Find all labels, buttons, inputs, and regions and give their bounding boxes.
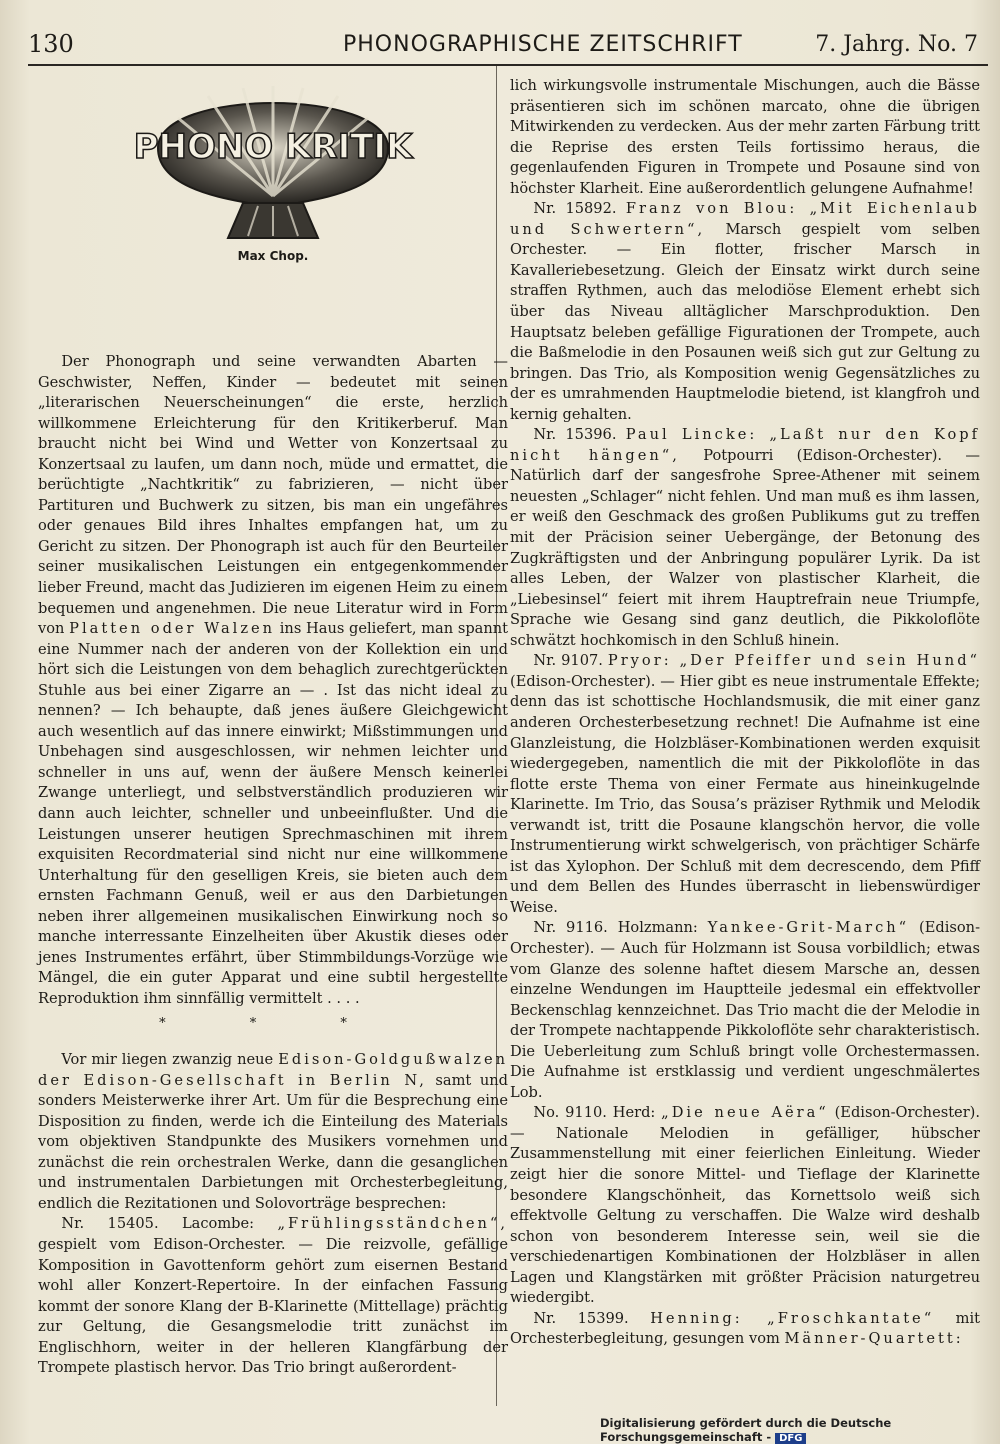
- left-column: [38, 78, 508, 1379]
- review-9116: Nr. 9116. Holzmann: Yankee-Grit-March“ (Edison-Orchester). — Auch für Holzmann ist Sousa vorbildlich; etwas vom Glanze des solenne haftet diesem Marsche an, dessen einzelne Wendungen im Hauptteile jedesmal ein effektvoller Beckenschlag kennzeichnet. Das Trio macht die der Melodie in der Trompete nachtappende Pikkoloflöte sehr charakteristisch. Die Ueberleitung zum Schluß bringt volle Orchestermassen. Die Aufnahme ist erstklassig und verdient ungeschmälertes Lob.: [510, 919, 981, 1101]
- digitization-footer: [600, 1416, 990, 1444]
- phonograph-horn-logo-icon: [133, 78, 413, 243]
- review-15892: Nr. 15892. Franz von Blou: „Mit Eichenlaub und Schwertern“, Marsch gespielt vom selben Orchester. — Ein flotter, frischer Marsch in Kavalleriebesetzung. Gleich der Einsatz wirkt durch seine straffen Rythmen, auch das melodiöse Element erhebt sich über das Niveau alltäglicher Marschproduktion. Den Hauptsatz beleben gefällige Figurationen der Trompete, auch die Baßmelodie in den Posaunen weiß sich gut zur Geltung zu bringen. Das Trio, als Komposition wenig Gegensätzliches zu der es umrahmenden Hauptmelodie bietend, ist klangfroh und kernig gehalten.: [510, 200, 981, 423]
- footer-text: Digitalisierung gefördert durch die Deutsche Forschungsgemeinschaft -: [600, 1416, 892, 1444]
- review-15399: Nr. 15399. Henning: „Froschkantate“ mit Orchesterbegleitung, gesungen vom Männer-Quartett:: [510, 1309, 981, 1348]
- journal-title: PHONOGRAPHISCHE ZEITSCHRIFT: [343, 32, 743, 57]
- phono-kritik-emblem: [38, 78, 508, 278]
- logo-text: PHONO KRITIK: [133, 127, 413, 167]
- issue-label: 7. Jahrg. No. 7: [815, 32, 978, 57]
- review-9107: Nr. 9107. Pryor: „Der Pfeiffer und sein Hund“ (Edison-Orchester). — Hier gibt es neue instrumentale Effekte; denn das ist schottische Hochlandsmusik, die mit einer ganz anderen Orchesterbesetzung rechnet! Die Aufnahme ist eine Glanzleistung, die Holzbläser-Kombinationen werden exquisit wiedergegeben, namentlich die mit der Pikkoloflöte in das flotte erste Thema von einer Fermate aus hineinkugelnde Klarinette. Im Trio, das Sousa’s präziser Rythmik und Melodik verwandt ist, tritt die Posaune klangschön hervor, die volle Instrumentierung wirkt schwelgerisch, von prächtiger Schärfe ist das Xylophon. Der Schluß mit dem decrescendo, dem Pfiff und dem Bellen des Hundes überrascht in liebenswürdiger Weise.: [510, 652, 980, 916]
- author-name: Max Chop.: [237, 249, 309, 263]
- review-15405: Nr. 15405. Lacombe: „Frühlingsständchen“, gespielt vom Edison-Orchester. — Die reizvolle, gefällige Komposition in Gavottenform gehört zum eisernen Bestand wohl aller Konzert-Repertoire. In der einfachen Fassung kommt der sonore Klang der B-Klarinette (Mittellage) prächtig zur Geltung, die Gesangsmelodie tritt zunächst im Englischhorn, weiter in der helleren Klangfärbung der Trompete plastisch hervor. Das Trio bringt außerordent-: [38, 1215, 508, 1377]
- review-9110: No. 9110. Herd: „Die neue Aëra“ (Edison-Orchester). — Nationale Melodien in gefälliger, hübscher Zusammenstellung mit einer feierlichen Einleitung. Wieder zeigt hier die sonore Mittel- und Tieflage der Klarinette besondere Klangschönheit, das Kornettsolo weiß sich effektvolle Geltung zu verschaffen. Die Walze wird deshalb schon von besonderem Interesse sein, weil sie die verschiedenartigen Kombinationen der Holzbläser in allen Lagen und Klangstärken mit größter Präcision naturgetreu wiedergibt.: [510, 1104, 981, 1307]
- paragraph-edison-goldguss: Vor mir liegen zwanzig neue Edison-Goldgußwalzen der Edison-Gesellschaft in Berlin N, samt und sonders Meisterwerke ihrer Art. Um für die Besprechung eine Disposition zu finden, werde ich die Einteilung des Materials vom objektiven Standpunkte des Musikers vornehmen und zunächst die rein orchestralen Werke, dann die gesanglichen und instrumentalen Darbietungen mit Orchesterbegleitung, endlich die Rezitationen und Solovorträge besprechen:: [38, 1051, 508, 1212]
- review-15396: Nr. 15396. Paul Lincke: „Laßt nur den Kopf nicht hängen“, Potpourri (Edison-Orchester). — Natürlich darf der sangesfrohe Spree-Athener mit seinem neuesten „Schlager“ nicht fehlen. Und man muß es ihm lassen, er weiß den Geschmack des großen Publikums gut zu treffen mit der Präcision seiner Uebergänge, der Betonung des Zugkräftigsten und der Anbringung populärer Lyrik. Da ist alles Leben, der Walzer von plastischer Klarheit, die „Liebesinsel“ feiert mit ihrem Hauptrefrain neue Triumpfe, Sprache wie Gesang sind ganz deutlich, die Pikkoloflöte schwätzt hochkomisch in den Schluß hinein.: [510, 426, 981, 649]
- section-divider-stars: * * *: [159, 1015, 387, 1031]
- review-15405-continued: lich wirkungsvolle instrumentale Mischungen, auch die Bässe präsentieren sich im schönen marcato, ohne die übrigen Mitwirkenden zu verdecken. Aus der mehr zarten Färbung tritt die Reprise des ersten Teils fortissimo heraus, die gegenlaufenden Figuren in Trompete und Posaune sind von höchster Klarheit. Eine außerordentlich gelungene Aufnahme!: [510, 77, 980, 197]
- right-column: [510, 76, 980, 1350]
- dfg-logo-icon: DFG: [775, 1433, 806, 1444]
- page-number: 130: [28, 30, 74, 58]
- page-header: [28, 28, 988, 66]
- paragraph-intro: Der Phonograph und seine verwandten Abarten — Geschwister, Neffen, Kinder — bedeutet mit seinen „literarischen Neuerscheinungen“ die erste, herzlich willkommene Erleichterung für den Kritikerberuf. Man braucht nicht bei Wind und Wetter von Konzertsaal zu Konzertsaal zu laufen, um dann noch, müde und ermattet, die berüchtigte „Nachtkritik“ zu fabrizieren, — nicht über Partituren und Buchwerk zu sitzen, bis man ein ungefähres oder genaues Bild ihres Inhaltes empfangen hat, um zu Gericht zu sitzen. Der Phonograph ist auch für den Beurteiler seiner musikalischen Leistungen ein entgegenkommender lieber Freund, macht das Judizieren im eigenen Heim zu einem bequemen und angenehmen. Die neue Literatur wird in Form von Platten oder Walzen ins Haus geliefert, man spannt eine Nummer nach der anderen von der Kollektion ein und hört sich die Leistungen von dem behaglich zurechtgerückten Stuhle aus bei einer Zigarre an — . Ist das nicht ideal zu nennen? — Ich behaupte, daß jenes äußere Gleichgewicht auch wesentlich auf das innere einwirkt; Mißstimmungen und Unbehagen sind ausgeschlossen, wir nehmen leichter und schneller in uns auf, wenn der äußere Mensch keinerlei Zwange unterliegt, und selbstverständlich produzieren wir dann auch leichter, schneller und unbeeinflußter. Und die Leistungen unserer heutigen Sprechmaschinen mit ihrem exquisiten Recordmaterial sind nicht nur eine willkommene Unterhaltung für den geselligen Kreis, sie bieten auch dem ernsten Fachmann Genuß, weil er aus den Darbietungen neben ihrer allgemeinen musikalischen Einwirkung noch so manche interressante Einzelheiten über Akustik dieses oder jenes Instrumentes erfährt, über Stimmbildungs-Vorzüge wie Mängel, die ein guter Apparat und eine subtil hergestellte Reproduktion ihm sinnfällig vermittelt . . . .: [38, 353, 509, 1007]
